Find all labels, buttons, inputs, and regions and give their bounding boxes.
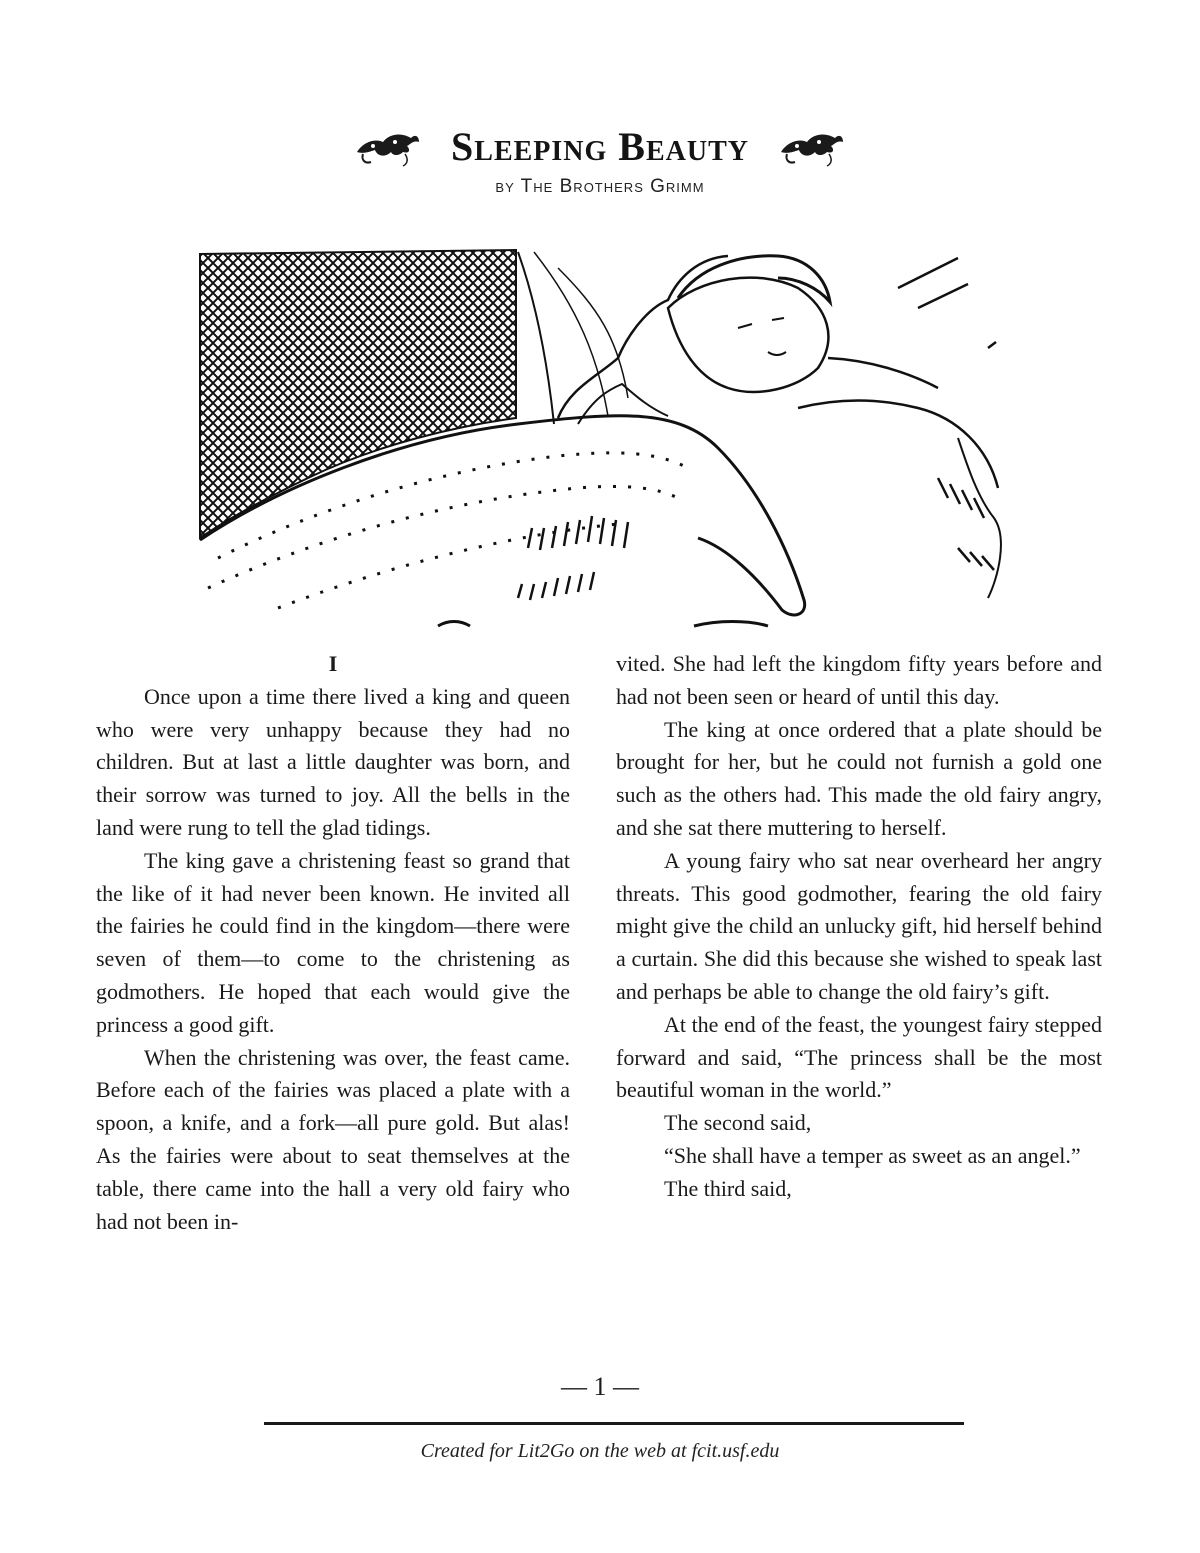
paragraph: When the christening was over, the feast came. Before each of the fairies was placed a plate with a spoon, a knife, and a fork—all pure gold. But alas! As the fairies were about to seat themselves at the table, there came into the hall a very old fairy who had not been in- (96, 1044, 570, 1234)
page-header (0, 118, 1200, 198)
footer-credit: Created for Lit2Go on the web at fcit.usf.edu (420, 1440, 780, 1462)
page-number: — 1 — (561, 1372, 639, 1401)
paragraph: The third said, (664, 1175, 792, 1201)
right-column (616, 648, 1102, 1206)
paragraph: Once upon a time there lived a king and queen who were very unhappy because they had no children. But at last a little daughter was born, and their sorrow was turned to joy. All the bells in the land were rung to tell the glad tidings. (96, 683, 570, 840)
paragraph: At the end of the feast, the youngest fairy stepped forward and said, “The princess shall be the most beautiful woman in the world.” (616, 1011, 1102, 1103)
left-column (96, 648, 570, 1238)
footer-divider (264, 1422, 964, 1425)
section-number: I (328, 651, 338, 676)
paragraph: The king at once ordered that a plate should be brought for her, but he could not furnish a gold one such as the others had. This made the old fairy angry, and she sat there muttering to herself. (616, 716, 1102, 840)
leaf-flourish-icon (353, 124, 423, 168)
page-title: Sleeping Beauty (451, 123, 749, 169)
sleeping-beauty-illustration (198, 248, 1018, 630)
paragraph: “She shall have a temper as sweet as an angel.” (664, 1142, 1081, 1168)
paragraph: The king gave a christening feast so grand that the like of it had never been known. He invited all the fairies he could find in the kingdom—there were seven of them—to come to the christening as godmothers. He hoped that each would give the princess a good gift. (96, 847, 570, 1037)
byline: by The Brothers Grimm (495, 176, 705, 197)
paragraph-continuation: vited. She had left the kingdom fifty years before and had not been seen or heard of until this day. (616, 651, 1102, 709)
title-row (0, 118, 1200, 174)
paragraph: The second said, (664, 1110, 812, 1136)
leaf-flourish-icon (777, 124, 847, 168)
paragraph: A young fairy who sat near overheard her angry threats. This good godmother, fearing the old fairy might give the child an unlucky gift, hid herself behind a curtain. She did this because she wished to speak last and perhaps be able to change the old fairy’s gift. (616, 847, 1102, 1004)
